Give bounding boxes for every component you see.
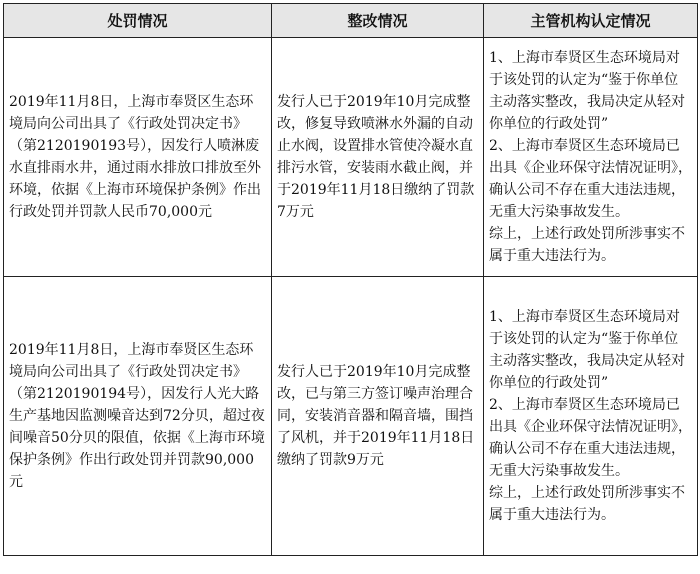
determination-conclusion: 综上，上述行政处罚所涉事实不属于重大违法行为。	[489, 485, 685, 523]
determination-cell	[484, 38, 698, 277]
rectification-cell: 发行人已于2019年10月完成整改，修复导致喷淋水外漏的自动止水阀，设置排水管使冷凝水直排污水管，安装雨水截止阀，并于2019年11月18日缴纳了罚款7万元	[272, 38, 484, 277]
determination-point-1: 1、上海市奉贤区生态环境局对于该处罚的认定为“鉴于你单位主动落实整改，我局决定从轻对你单位的行政处罚”	[489, 50, 685, 132]
penalty-cell: 2019年11月8日，上海市奉贤区生态环境局向公司出具了《行政处罚决定书》（第2120190194号），因发行人光大路生产基地因监测噪音达到72分贝，超过夜间噪音50分贝的限值，依据《上海市环境保护条例》作出行政处罚并罚款90,000元	[4, 277, 272, 556]
penalty-table-container	[3, 3, 698, 556]
penalty-cell: 2019年11月8日，上海市奉贤区生态环境局向公司出具了《行政处罚决定书》（第2120190193号），因发行人喷淋废水直排雨水井，通过雨水排放口排放至外环境，依据《上海市环境保护条例》作出行政处罚并罚款人民币70,000元	[4, 38, 272, 277]
header-penalty: 处罚情况	[4, 4, 272, 38]
determination-cell	[484, 277, 698, 556]
penalty-table	[3, 3, 698, 556]
determination-point-1: 1、上海市奉贤区生态环境局对于该处罚的认定为“鉴于你单位主动落实整改，我局决定从轻对你单位的行政处罚”	[489, 309, 685, 391]
table-row	[4, 277, 698, 556]
header-rectification: 整改情况	[272, 4, 484, 38]
rectification-cell: 发行人已于2019年10月完成整改，已与第三方签订噪声治理合同，安装消音器和隔音墙，围挡了风机，并于2019年11月18日缴纳了罚款9万元	[272, 277, 484, 556]
header-determination: 主管机构认定情况	[484, 4, 698, 38]
determination-conclusion: 综上，上述行政处罚所涉事实不属于重大违法行为。	[489, 226, 685, 264]
table-row	[4, 38, 698, 277]
header-row	[4, 4, 698, 38]
determination-point-2: 2、上海市奉贤区生态环境局已出具《企业环保守法情况证明》，确认公司不存在重大违法违规，无重大污染事故发生。	[489, 397, 692, 479]
determination-point-2: 2、上海市奉贤区生态环境局已出具《企业环保守法情况证明》，确认公司不存在重大违法违规，无重大污染事故发生。	[489, 138, 692, 220]
